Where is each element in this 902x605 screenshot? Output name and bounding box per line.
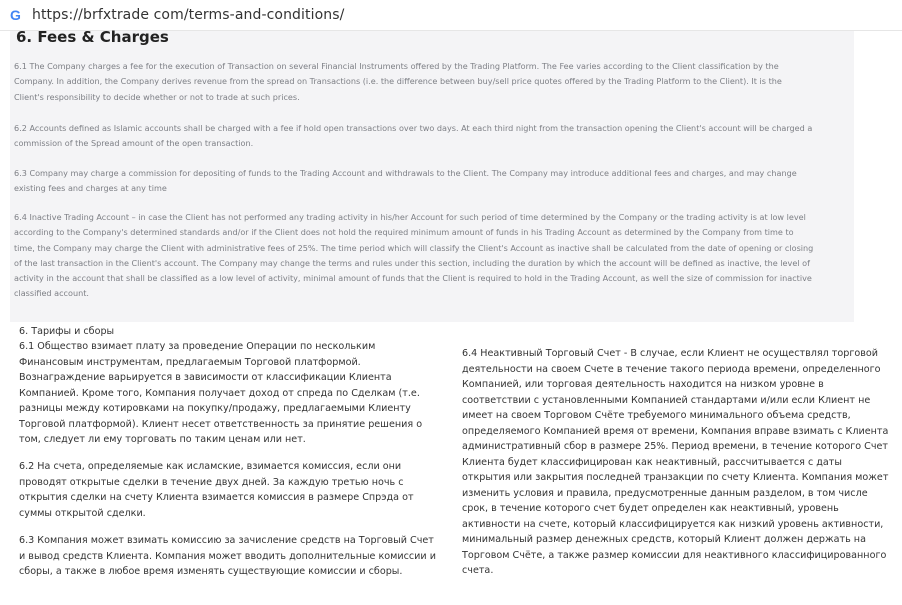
paragraph-6-2: 6.2 Accounts defined as Islamic accounts shall be charged with a fee if hold open transactions over two days. At each third night from the transaction opening the Client's account will be charged a commission of the Spread amount of the open transaction. [14,123,813,149]
browser-address-bar[interactable] [0,0,902,31]
section-title: 6. Fees & Charges [16,28,169,46]
russian-paragraph-6-4: 6.4 Неактивный Торговый Счет - В случае, если Клиент не осуществлял торговой деятельности на своем Счете в течение такого периода времени, определенного Компанией, или торговая деятельность находится на низком уровне в соответствии с установленными Компанией стандартами и/или если Клиент не имеет на своем Торговом Счёте требуемого минимального объема средств, определяемого Компанией время от времени, Компания вправе взимать с Клиента административный сбор в размере 25%. Период времени, в течение которого Счет Клиента будет классифицирован как неактивный, рассчитывается с даты открытия или закрытия последней транзакции по счету Клиента. Компания может изменить условия и правила, предусмотренные данным разделом, в том числе срок, в течение которого счет будет определен как неактивный, уровень активности на счете, который классифицируется как низкий уровень активности, минимальный размер денежных средств, который Клиент должен держать на Торговом Счёте, а также размер комиссии для неактивного классифицированного счета. [462,348,889,576]
russian-paragraph-6-1: 6.1 Общество взимает плату за проведение Операции по нескольким Финансовым инструментам, предлагаемым Торговой платформой. Вознаграждение варьируется в зависимости от классификации Клиента Компанией. Кроме того, Компания получает доход от спреда по Сделкам (т.е. разницы между котировками на покупку/продажу, предлагаемыми Клиенту Торговой платформой). Клиент несет ответственность за принятие решения о том, следует ли ему торговать по таким ценам или нет. [19,341,423,445]
russian-section-title: 6. Тарифы и сборы [19,326,115,337]
paragraph-6-4: 6.4 Inactive Trading Account – in case the Client has not performed any trading activity in his/her Account for such period of time determined by the Company or the trading activity is at low level according to the Company's determined standards and/or if the Client does not hold the required minimum amount of funds in his Trading Account as determined by the Company from time to time, the Company may charge the Client with administrative fees of 25%. The time period which will classify the Client's Account as inactive shall be calculated from the date of opening or closing of the last transaction in the Client's account. The Company may change the terms and rules under this section, including the duration by which the account will be defined as inactive, the level of activity in the account that shall be classified as a low level of activity, minimal amount of funds that the Client is required to hold in the Trading Account, as well the size of commission for inactive classified account. [14,212,814,299]
paragraph-6-1: 6.1 The Company charges a fee for the execution of Transaction on several Financial Instruments offered by the Trading Platform. The Fee varies according to the Client classification by the Company. In addition, the Company derives revenue from the spread on Transactions (i.e. the difference between buy/sell price quotes offered by the Trading Platform to the Client). It is the Client's responsibility to decide whether or not to trade at such prices. [14,61,782,102]
russian-paragraph-6-3: 6.3 Компания может взимать комиссию за зачисление средств на Торговый Счет и вывод средств Клиента. Компания может вводить дополнительные комиссии и сборы, а также в любое время изменять существующие комиссии и сборы. [19,535,436,577]
paragraph-6-3: 6.3 Company may charge a commission for depositing of funds to the Trading Account and withdrawals to the Client. The Company may introduce additional fees and charges, and may change existing fees and charges at any time [14,168,797,194]
russian-paragraph-6-2: 6.2 На счета, определяемые как исламские, взимается комиссия, если они проводят открытые сделки в течение двух дней. За каждую третью ночь с открытия сделки на счету Клиента взимается комиссия в размере Спрэда от суммы открытой сделки. [19,461,414,519]
url-text[interactable]: https://brfxtrade com/terms-and-conditions/ [32,7,345,23]
google-icon: G [10,7,21,23]
